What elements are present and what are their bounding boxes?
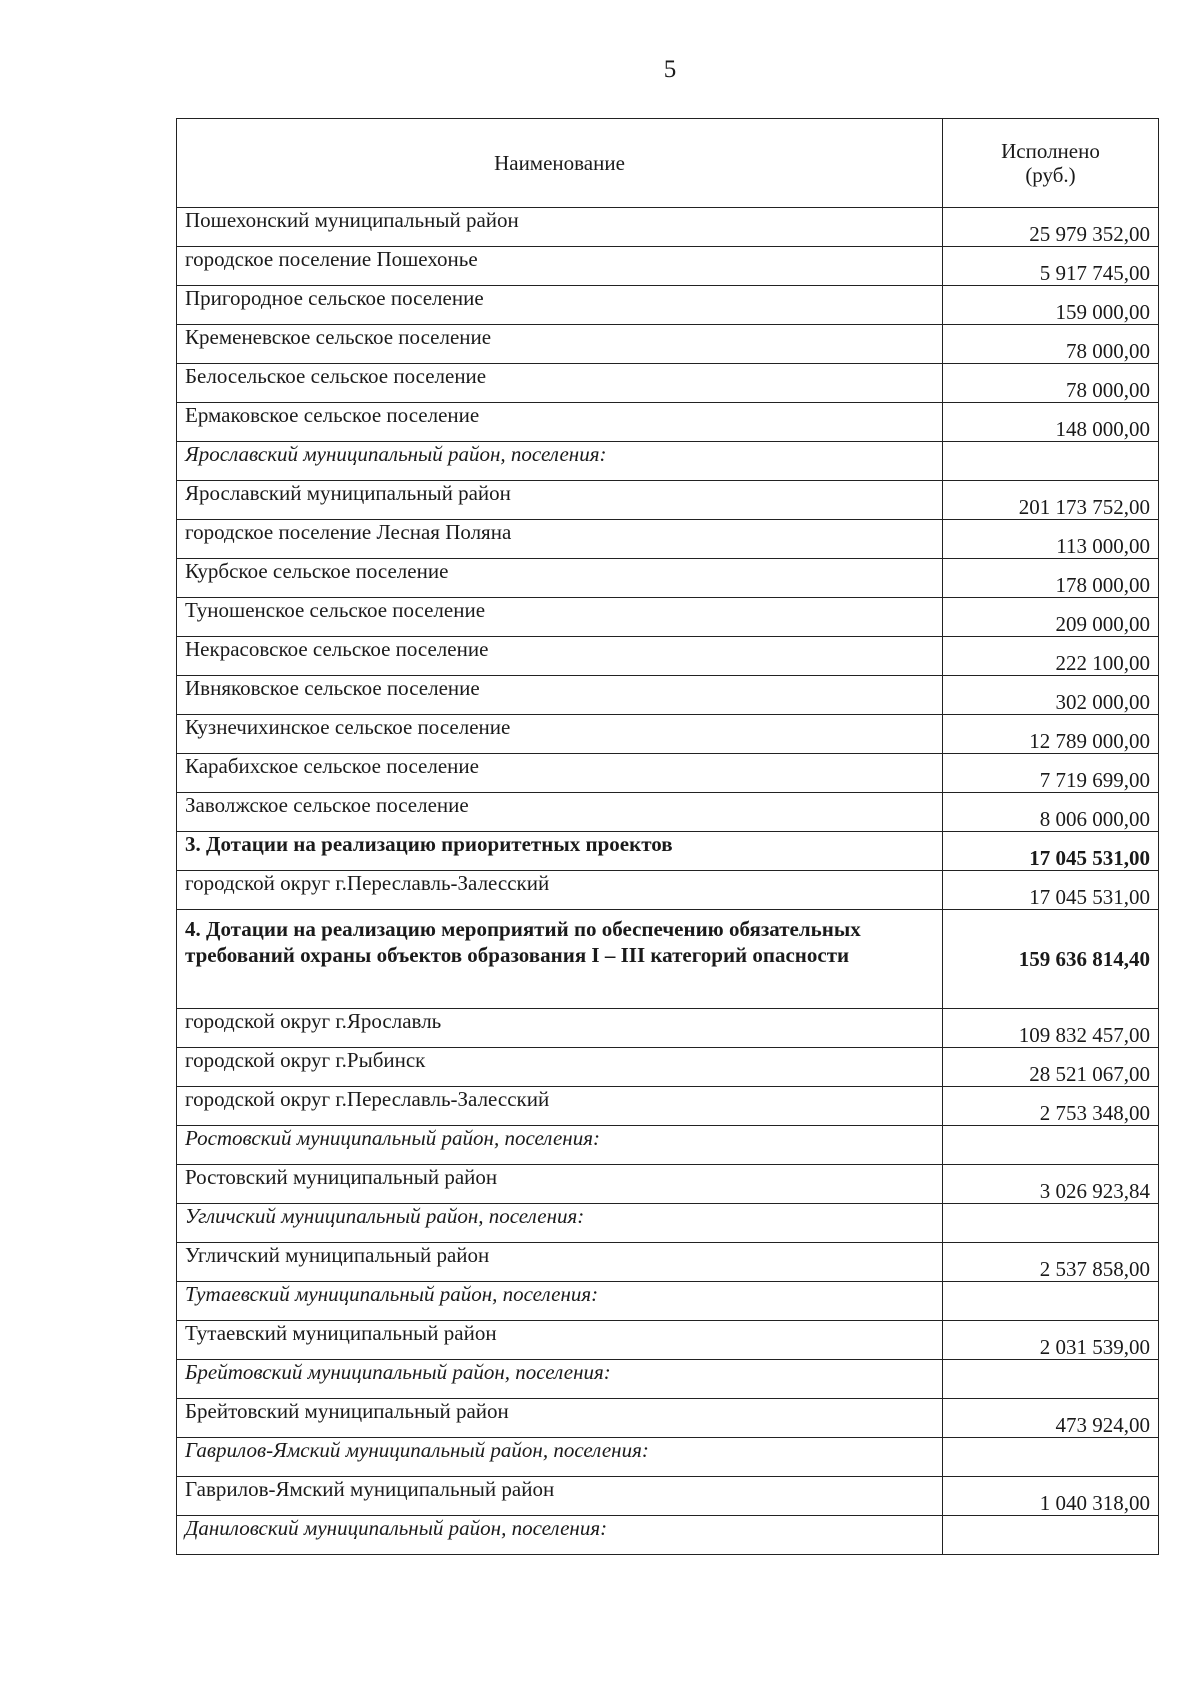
table-row bbox=[177, 637, 1159, 676]
row-value: 2 753 348,00 bbox=[943, 1087, 1159, 1126]
row-value bbox=[943, 1360, 1159, 1399]
row-name: городской округ г.Переславль-Залесский bbox=[177, 871, 943, 910]
row-value: 8 006 000,00 bbox=[943, 793, 1159, 832]
row-name: Карабихское сельское поселение bbox=[177, 754, 943, 793]
row-value bbox=[943, 1126, 1159, 1165]
table-row bbox=[177, 715, 1159, 754]
table-row bbox=[177, 520, 1159, 559]
row-name: Брейтовский муниципальный район bbox=[177, 1399, 943, 1438]
header-name: Наименование bbox=[177, 119, 943, 208]
row-value: 2 537 858,00 bbox=[943, 1243, 1159, 1282]
row-value: 17 045 531,00 bbox=[943, 871, 1159, 910]
row-name: Ростовский муниципальный район bbox=[177, 1165, 943, 1204]
row-name: Ростовский муниципальный район, поселения: bbox=[177, 1126, 943, 1165]
table-row bbox=[177, 793, 1159, 832]
row-value: 159 000,00 bbox=[943, 286, 1159, 325]
row-value: 78 000,00 bbox=[943, 325, 1159, 364]
table-row-section bbox=[177, 1126, 1159, 1165]
table-row bbox=[177, 1009, 1159, 1048]
table-row bbox=[177, 481, 1159, 520]
table-row-section bbox=[177, 1204, 1159, 1243]
row-name: Угличский муниципальный район bbox=[177, 1243, 943, 1282]
row-value bbox=[943, 442, 1159, 481]
table-row-section bbox=[177, 442, 1159, 481]
row-name: Тутаевский муниципальный район, поселения: bbox=[177, 1282, 943, 1321]
budget-table bbox=[176, 118, 1159, 1555]
row-name: Пошехонский муниципальный район bbox=[177, 208, 943, 247]
row-value: 113 000,00 bbox=[943, 520, 1159, 559]
table-header-row bbox=[177, 119, 1159, 208]
row-name: Некрасовское сельское поселение bbox=[177, 637, 943, 676]
row-value: 25 979 352,00 bbox=[943, 208, 1159, 247]
row-name: Ярославский муниципальный район, поселения: bbox=[177, 442, 943, 481]
row-value: 28 521 067,00 bbox=[943, 1048, 1159, 1087]
table-row-section bbox=[177, 1360, 1159, 1399]
table-row bbox=[177, 208, 1159, 247]
table-row bbox=[177, 1399, 1159, 1438]
row-name: Ермаковское сельское поселение bbox=[177, 403, 943, 442]
table-row bbox=[177, 1048, 1159, 1087]
row-name: Гаврилов-Ямский муниципальный район bbox=[177, 1477, 943, 1516]
row-value: 209 000,00 bbox=[943, 598, 1159, 637]
table-row bbox=[177, 286, 1159, 325]
header-executed-line1: Исполнено bbox=[1001, 139, 1100, 163]
row-name: городское поселение Пошехонье bbox=[177, 247, 943, 286]
table-row bbox=[177, 247, 1159, 286]
row-value bbox=[943, 1438, 1159, 1477]
row-value: 78 000,00 bbox=[943, 364, 1159, 403]
row-value bbox=[943, 1204, 1159, 1243]
row-name: Курбское сельское поселение bbox=[177, 559, 943, 598]
row-name: Туношенское сельское поселение bbox=[177, 598, 943, 637]
table-row bbox=[177, 1477, 1159, 1516]
table-row bbox=[177, 832, 1159, 871]
table-row bbox=[177, 1321, 1159, 1360]
table-row-section bbox=[177, 1516, 1159, 1555]
row-value: 109 832 457,00 bbox=[943, 1009, 1159, 1048]
table-row bbox=[177, 1243, 1159, 1282]
table-row bbox=[177, 871, 1159, 910]
row-value: 17 045 531,00 bbox=[943, 832, 1159, 871]
row-value: 148 000,00 bbox=[943, 403, 1159, 442]
table-row bbox=[177, 1165, 1159, 1204]
row-value: 473 924,00 bbox=[943, 1399, 1159, 1438]
row-name: Гаврилов-Ямский муниципальный район, поселения: bbox=[177, 1438, 943, 1477]
row-name: 4. Дотации на реализацию мероприятий по обеспечению обязательных требований охраны объектов образования I – III категорий опасности bbox=[177, 910, 943, 1009]
row-name: Ярославский муниципальный район bbox=[177, 481, 943, 520]
row-name: городской округ г.Ярославль bbox=[177, 1009, 943, 1048]
row-value: 3 026 923,84 bbox=[943, 1165, 1159, 1204]
row-name: Тутаевский муниципальный район bbox=[177, 1321, 943, 1360]
row-value: 5 917 745,00 bbox=[943, 247, 1159, 286]
row-name: Белосельское сельское поселение bbox=[177, 364, 943, 403]
row-name: Даниловский муниципальный район, поселения: bbox=[177, 1516, 943, 1555]
row-name: Кузнечихинское сельское поселение bbox=[177, 715, 943, 754]
row-name: Угличский муниципальный район, поселения: bbox=[177, 1204, 943, 1243]
row-value: 178 000,00 bbox=[943, 559, 1159, 598]
row-name: городской округ г.Переславль-Залесский bbox=[177, 1087, 943, 1126]
row-name: Кременевское сельское поселение bbox=[177, 325, 943, 364]
row-value: 201 173 752,00 bbox=[943, 481, 1159, 520]
table-row bbox=[177, 676, 1159, 715]
table-row bbox=[177, 364, 1159, 403]
row-value: 1 040 318,00 bbox=[943, 1477, 1159, 1516]
row-value: 159 636 814,40 bbox=[943, 910, 1159, 1009]
row-name: Пригородное сельское поселение bbox=[177, 286, 943, 325]
table-row bbox=[177, 403, 1159, 442]
row-value bbox=[943, 1516, 1159, 1555]
table-row bbox=[177, 598, 1159, 637]
table-row bbox=[177, 559, 1159, 598]
row-value: 12 789 000,00 bbox=[943, 715, 1159, 754]
row-name: Ивняковское сельское поселение bbox=[177, 676, 943, 715]
table-body bbox=[177, 208, 1159, 1555]
row-value: 302 000,00 bbox=[943, 676, 1159, 715]
row-value: 222 100,00 bbox=[943, 637, 1159, 676]
row-value: 7 719 699,00 bbox=[943, 754, 1159, 793]
page-number: 5 bbox=[663, 56, 677, 83]
row-value bbox=[943, 1282, 1159, 1321]
row-name: 3. Дотации на реализацию приоритетных проектов bbox=[177, 832, 943, 871]
row-name: городской округ г.Рыбинск bbox=[177, 1048, 943, 1087]
row-value: 2 031 539,00 bbox=[943, 1321, 1159, 1360]
table-row bbox=[177, 1087, 1159, 1126]
header-executed-line2: (руб.) bbox=[1025, 163, 1076, 187]
table-row bbox=[177, 910, 1159, 1009]
table-row bbox=[177, 325, 1159, 364]
row-name: Заволжское сельское поселение bbox=[177, 793, 943, 832]
table-row bbox=[177, 754, 1159, 793]
row-name: Брейтовский муниципальный район, поселения: bbox=[177, 1360, 943, 1399]
table-row-section bbox=[177, 1282, 1159, 1321]
row-name: городское поселение Лесная Поляна bbox=[177, 520, 943, 559]
table-row-section bbox=[177, 1438, 1159, 1477]
header-executed bbox=[943, 119, 1159, 208]
